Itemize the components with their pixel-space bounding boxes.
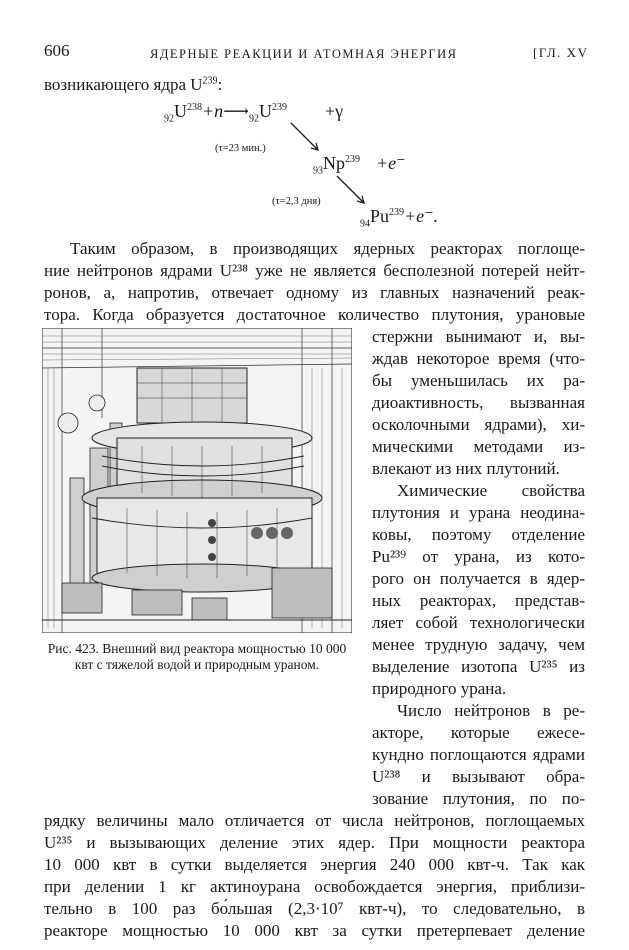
col-line: плутония и урана неодина-	[372, 503, 585, 522]
tau-1: (τ=23 мин.)	[215, 143, 266, 154]
para1-line-3: ронов, а, напротив, отвечает одному из главных назначений реак-	[44, 283, 585, 302]
col-line: природного урана.	[372, 679, 507, 698]
col-line: Химические свойства	[397, 481, 585, 500]
tau-2: (τ=2,3 дня)	[272, 196, 321, 207]
para1-line-2: ние нейтронов ядрами U²³⁸ уже не является бесполезной потерей нейт-	[44, 261, 585, 280]
para2-line-1: рядку величины мало отличается от числа нейтронов, поглощаемых	[44, 811, 585, 830]
r1-z2: 92	[248, 113, 259, 125]
para2-line-4: при делении 1 кг актиноурана освобождается энергия, приблизи-	[44, 877, 585, 896]
col-line: мическими методами из-	[372, 437, 585, 456]
para2-line-6: реакторе мощностью 10 000 квт за сутки претерпевает деление	[44, 921, 585, 940]
r3-z: 94	[360, 218, 370, 230]
col-line: влекают из них плутоний.	[372, 459, 560, 478]
col-line: выделение изотопа U²³⁵ из	[372, 657, 585, 676]
decay-arrow-2	[337, 176, 364, 203]
col-line: менее трудную задачу, чем	[372, 635, 585, 654]
col-line: акторе, которые ежесе-	[372, 723, 585, 742]
chapter-label: [ГЛ. XV	[533, 45, 589, 60]
figure-caption: Рис. 423. Внешний вид реактора мощностью 10 000 квт с тяжелой водой и природным ураном.	[47, 641, 347, 672]
running-title: ЯДЕРНЫЕ РЕАКЦИИ И АТОМНАЯ ЭНЕРГИЯ	[150, 47, 458, 61]
intro-text: возникающего ядра U	[44, 75, 203, 94]
col-line: зование плутония, по по-	[372, 789, 585, 808]
para2-line-2: U²³⁵ и вызывающих деление этих ядер. При мощности реактора	[44, 833, 585, 852]
r2-z: 93	[313, 165, 323, 177]
intro-sup: 239	[202, 75, 218, 87]
para2-line-3: 10 000 квт в сутки выделяется энергия 240 000 квт-ч. Так как	[44, 855, 585, 874]
col-line: ных реакторах, представ-	[372, 591, 585, 610]
col-line: осколочными ядрами), хи-	[372, 415, 585, 434]
r2-a: 239	[345, 154, 360, 165]
col-line: ляет собой технологически	[372, 613, 585, 632]
col-line: Число нейтронов в ре-	[397, 701, 585, 720]
r1-a2: 239	[271, 102, 287, 113]
r1-arrow: ⟶	[223, 101, 249, 121]
col-line: диоактивность, вызванная	[372, 393, 585, 412]
col-line: U²³⁸ и вызывают обра-	[372, 767, 585, 786]
r1-a1: 238	[187, 102, 202, 113]
reactor-illustration	[42, 328, 352, 633]
page-number: 606	[44, 41, 70, 60]
r1-el2: U	[258, 101, 272, 121]
para1-line-4: тора. Когда образуется достаточное количество плутония, урановые	[44, 305, 585, 324]
col-line: ждав некоторое время (что-	[372, 349, 585, 368]
r3-el: Pu	[370, 206, 390, 226]
para1-line-1: Таким образом, в производящих ядерных реакторах поглоще-	[70, 239, 585, 258]
r1-gamma: +γ	[325, 101, 344, 121]
r1-neutron: +n	[202, 101, 224, 121]
decay-arrow-1	[291, 123, 318, 150]
r2-el: Np	[323, 153, 345, 173]
r1-z1: 92	[164, 113, 174, 125]
para2-line-5: тельно в 100 раз бо́льшая (2,3·10⁷ квт-ч), то следовательно, в	[44, 899, 585, 918]
intro-suffix: :	[217, 75, 223, 94]
col-line: кундно поглощаются ядрами	[372, 745, 585, 764]
r3-electron: +e⁻.	[404, 206, 439, 226]
col-line: стержни вынимают и, вы-	[372, 327, 585, 346]
col-line: ковы, поэтому отделение	[372, 525, 585, 544]
col-line: бы уменьшилась их ра-	[372, 371, 585, 390]
col-line: Pu²³⁹ от урана, из кото-	[372, 547, 585, 566]
r1-el1: U	[174, 101, 187, 121]
r2-electron: +e⁻	[376, 153, 406, 173]
r3-a: 239	[389, 207, 405, 218]
decay-arrows	[0, 0, 629, 240]
col-line: рого он получается в ядер-	[372, 569, 585, 588]
